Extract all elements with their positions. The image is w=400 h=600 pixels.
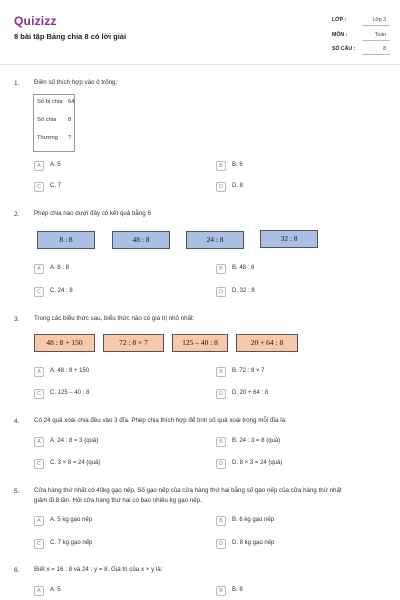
expression-chip: 20 + 64 : 8 xyxy=(236,334,298,352)
option-letter: D xyxy=(216,539,226,549)
meta-subject xyxy=(332,31,390,43)
question-number: 6. xyxy=(14,567,20,574)
option-letter: D xyxy=(216,459,226,469)
option-letter: A xyxy=(34,161,44,171)
option-letter: A xyxy=(34,437,44,447)
option-letter: C xyxy=(34,389,44,399)
meta-grade-value: Lớp 3 xyxy=(372,17,386,23)
option-text: B. 24 : 3 = 8 (quả) xyxy=(232,438,281,444)
option-text: A. 5 kg gạo nếp xyxy=(50,517,93,523)
option-text: D. 8 kg gạo nếp xyxy=(232,540,275,546)
option-letter: C xyxy=(34,539,44,549)
quizizz-logo: Quizizz xyxy=(14,14,57,28)
option-text: C. 7 kg gạo nếp xyxy=(50,540,93,546)
meta-grade-label: LỚP : xyxy=(332,17,347,23)
question-number: 1. xyxy=(14,80,20,87)
option-letter: A xyxy=(34,586,44,596)
option-text: C. 7 xyxy=(50,183,62,189)
option-text: A. 5 xyxy=(50,587,61,593)
option-letter: C xyxy=(34,459,44,469)
expression-chip: 24 : 8 xyxy=(186,231,244,249)
option-text: C. 3 × 8 = 24 (quả) xyxy=(50,460,101,466)
option-text: D. 8 xyxy=(232,183,244,189)
question-number: 2. xyxy=(14,211,20,218)
worksheet-title: 8 bài tập Bảng chia 8 có lời giải xyxy=(14,32,127,41)
option-text: B. 72 : 8 × 7 xyxy=(232,368,265,374)
option-text: C. 24 : 8 xyxy=(50,288,73,294)
question-text-line: Cửa hàng thứ nhất có 40kg gạo nếp, Số gạo nếp của cửa hàng thứ hai bằng số gạo nếp của cửa hàng thứ nhất xyxy=(34,487,342,494)
question-number: 5. xyxy=(14,488,20,495)
meta-subject-label: MÔN : xyxy=(332,32,348,38)
table-row-label: Thương xyxy=(37,135,58,141)
option-text: A. 48 : 8 + 150 xyxy=(50,368,90,374)
table-row xyxy=(37,135,72,141)
worksheet-header xyxy=(0,0,400,62)
expression-chip: 48 : 8 xyxy=(112,231,170,249)
question-text: Phép chia nào dưới đây có kết quả bằng 6 xyxy=(34,210,151,217)
option-letter: B xyxy=(216,437,226,447)
meta-grade xyxy=(332,16,390,28)
option-letter: D xyxy=(216,389,226,399)
option-text: D. 8 × 3 = 24 (quả) xyxy=(232,460,283,466)
table-row-label: Số bị chia xyxy=(37,99,63,105)
table-row-value: ? xyxy=(68,135,72,141)
expression-chip: 72 : 8 × 7 xyxy=(103,334,164,352)
option-text: B. 6 kg gạo nếp xyxy=(232,517,275,523)
table-row xyxy=(37,117,72,123)
question-text: Trong các biểu thức sau, biểu thức nào có giá trị nhỏ nhất: xyxy=(34,315,195,322)
question-text: Biết x = 16 : 8 và 24 : y = 8. Giá trị của x × y là: xyxy=(34,566,163,573)
option-text: B. 6 xyxy=(232,162,243,168)
option-letter: C xyxy=(34,287,44,297)
option-letter: B xyxy=(216,367,226,377)
table-row-value: 8 xyxy=(68,117,72,123)
expression-chip: 48 : 8 + 150 xyxy=(34,334,95,352)
question-text: Điền số thích hợp vào ô trống: xyxy=(34,79,118,86)
division-table xyxy=(33,94,75,152)
question-number: 3. xyxy=(14,316,20,323)
option-letter: A xyxy=(34,516,44,526)
option-text: A. 24 : 8 = 3 (quả) xyxy=(50,438,99,444)
option-letter: A xyxy=(34,367,44,377)
meta-count-value: 8 xyxy=(383,46,386,52)
meta-count xyxy=(332,45,390,57)
question-text-line: giảm đi 8 lần. Hỏi cửa hàng thứ hai có bao nhiêu kg gạo nếp. xyxy=(34,496,202,504)
option-text: A. 8 : 8 xyxy=(50,265,70,271)
expression-chip: 32 : 8 xyxy=(260,230,318,248)
question-text xyxy=(34,486,384,505)
question-number: 4. xyxy=(14,418,20,425)
option-letter: D xyxy=(216,182,226,192)
option-letter: B xyxy=(216,161,226,171)
option-letter: B xyxy=(216,264,226,274)
meta-count-label: SỐ CÂU : xyxy=(332,46,356,52)
option-letter: B xyxy=(216,516,226,526)
option-text: C. 125 – 40 : 8 xyxy=(50,390,90,396)
option-letter: A xyxy=(34,264,44,274)
option-letter: C xyxy=(34,182,44,192)
meta-subject-value: Toán xyxy=(374,32,386,38)
option-text: B. 48 : 8 xyxy=(232,265,255,271)
option-text: D. 20 + 64 : 8 xyxy=(232,390,269,396)
option-letter: B xyxy=(216,586,226,596)
expression-chip: 8 : 8 xyxy=(37,231,95,249)
option-text: A. 5 xyxy=(50,162,61,168)
expression-chip: 125 – 40 : 8 xyxy=(172,334,228,352)
table-row-label: Số chia xyxy=(37,117,57,123)
option-letter: D xyxy=(216,287,226,297)
table-row-value: 64 xyxy=(68,99,75,105)
option-text: B. 8 xyxy=(232,587,243,593)
question-text: Có 24 quả xoài chia đều vào 3 đĩa. Phép chia thích hợp để tính số quả xoài trong mỗi đĩa là: xyxy=(34,417,287,424)
header-divider xyxy=(0,64,400,65)
table-row xyxy=(37,99,75,105)
option-text: D. 32 : 8 xyxy=(232,288,255,294)
